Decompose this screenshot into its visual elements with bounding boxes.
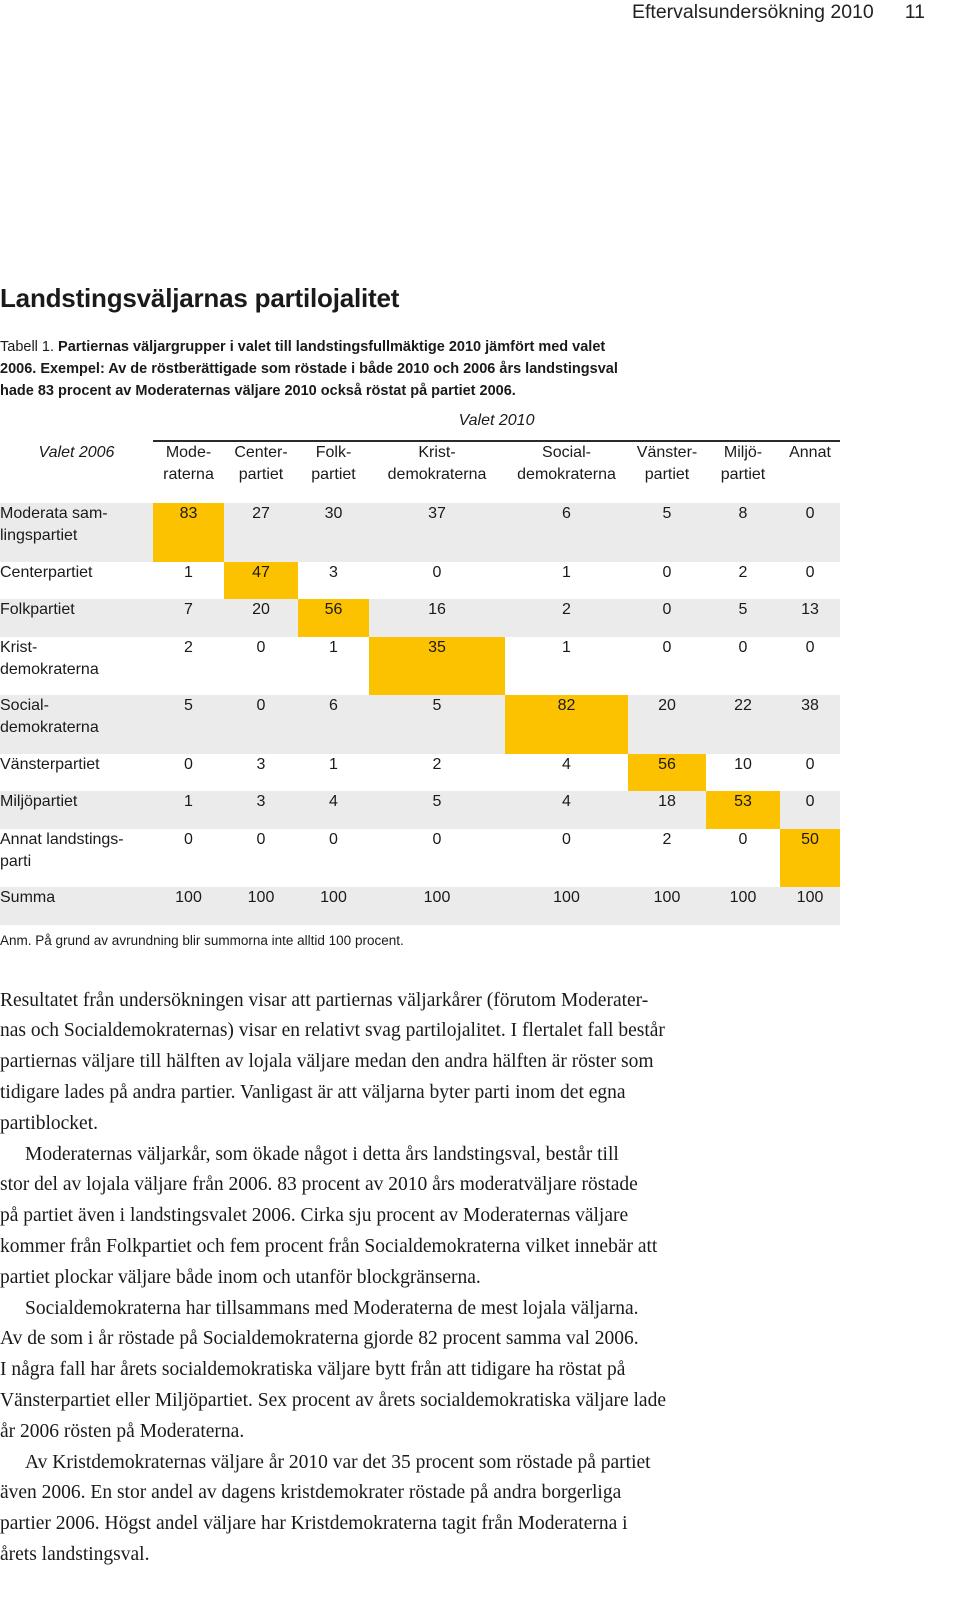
table-cell: 0 [562, 830, 571, 848]
column-header-line: Miljö- [723, 444, 763, 461]
table-cell: 6 [505, 503, 628, 562]
body-text [0, 986, 666, 1571]
table-cell: 3 [329, 563, 338, 581]
paragraph-line: partier 2006. Högst andel väljare har Kristdemokraterna tagit från Moderaterna i [0, 1513, 628, 1535]
paragraph-line: Av de som i år röstade på Socialdemokraterna gjorde 82 procent samma val 2006. [0, 1328, 639, 1350]
column-header-line: Vänster- [636, 444, 698, 461]
table-cell: 5 [628, 503, 706, 562]
caption-text: 2006. Exempel: Av de röstberättigade som röstade i både 2010 och 2006 års landstingsval [0, 361, 618, 377]
table-cell: 100 [505, 887, 628, 925]
table-row [0, 695, 840, 754]
table-cell: 100 [780, 887, 840, 925]
caption-line [0, 336, 618, 358]
table-cell: 16 [369, 599, 505, 637]
row-label-line: lingspartiet [0, 527, 78, 544]
table-cell: 2 [432, 755, 442, 773]
table-cell: 5 [153, 695, 224, 754]
paragraph [0, 1448, 666, 1571]
table-row [0, 829, 840, 888]
row-label-line: Annat landstings- [0, 830, 124, 848]
table-cell: 1 [562, 638, 571, 656]
section-title: Landstingsväljarnas partilojalitet [0, 283, 400, 313]
table-row [0, 791, 840, 829]
corner-cell [0, 410, 153, 442]
table-cell: 37 [369, 503, 505, 562]
column-header [505, 442, 628, 503]
caption-line [0, 358, 618, 380]
paragraph-line: även 2006. En stor andel av dagens kristdemokrater röstade på andra borgerliga [0, 1482, 622, 1504]
table-row [0, 503, 840, 562]
table-cell: 30 [298, 503, 369, 562]
row-label [0, 695, 153, 754]
table-row [0, 637, 840, 696]
table-cell: 0 [662, 563, 672, 581]
table-cell: 3 [256, 755, 266, 773]
row-label [0, 562, 153, 600]
table-cell: 100 [628, 887, 706, 925]
table-cell: 18 [628, 791, 706, 829]
table-cell: 3 [224, 791, 298, 829]
table-cell-highlighted: 35 [369, 637, 505, 696]
caption-line [0, 380, 618, 402]
paragraph [0, 1140, 666, 1294]
table-cell: 20 [628, 695, 706, 754]
table-cell: 2 [184, 638, 193, 656]
running-header [632, 0, 925, 24]
paragraph-line: I några fall har årets socialdemokratiska väljare bytt från att tidigare ha röstat på [0, 1359, 626, 1381]
paragraph-line: Resultatet från undersökningen visar att partiernas väljarkårer (förutom Moderater- [0, 989, 649, 1011]
table-cell: 22 [706, 695, 780, 754]
party-loyalty-table [0, 410, 840, 925]
table-cell: 20 [224, 599, 298, 637]
row-label-line: Centerpartiet [0, 563, 93, 581]
column-header-row [0, 442, 840, 503]
row-label [0, 829, 153, 888]
table-cell: 0 [184, 830, 193, 848]
column-header-line: Social- [542, 444, 591, 461]
paragraph-line: stor del av lojala väljare från 2006. 83 procent av 2010 års moderatväljare röstade [0, 1174, 638, 1196]
column-header-line: Center- [234, 444, 288, 461]
paragraph-line: Vänsterpartiet eller Miljöpartiet. Sex procent av årets socialdemokratiska väljare lade [0, 1389, 666, 1411]
column-header-line: partiet [311, 466, 356, 483]
table-cell: 0 [432, 830, 442, 848]
table-cell: 5 [706, 599, 780, 637]
column-header-line: demokraterna [387, 466, 487, 483]
row-label-line: Vänsterpartiet [0, 755, 100, 773]
column-header [298, 442, 369, 503]
table-cell: 4 [505, 791, 628, 829]
column-header [224, 442, 298, 503]
paragraph-line: årets landstingsval. [0, 1543, 150, 1565]
table-cell: 1 [153, 791, 224, 829]
paragraph-line: nas och Socialdemokraternas) visar en relativt svag partilojalitet. I flertalet fall består [0, 1020, 665, 1042]
paragraph [0, 986, 666, 1140]
column-header [369, 442, 505, 503]
table-cell: 13 [780, 599, 840, 637]
table-cell: 100 [153, 887, 224, 925]
table-cell: 0 [780, 503, 840, 562]
table-cell: 4 [298, 791, 369, 829]
row-label-line: parti [0, 852, 32, 870]
paragraph-line: Moderaternas väljarkår, som ökade något i detta års landstingsval, består till [25, 1143, 619, 1165]
row-label [0, 887, 153, 925]
page-number: 11 [904, 1, 925, 23]
table-cell: 0 [805, 638, 815, 656]
table-cell: 5 [369, 791, 505, 829]
table-cell: 1 [562, 563, 571, 581]
table-cell-highlighted: 56 [298, 599, 369, 637]
column-header-line: Annat [789, 444, 831, 461]
table-cell: 0 [256, 638, 266, 656]
table-caption [0, 336, 618, 402]
table-cell-highlighted: 56 [628, 754, 706, 792]
column-header-line: partiet [238, 466, 284, 483]
row-label-line: Summa [0, 889, 56, 906]
table-cell: 2 [505, 599, 628, 637]
caption-label: Tabell 1. [0, 339, 55, 355]
paragraph-line: Av Kristdemokraternas väljare år 2010 var det 35 procent som röstade på partiet [25, 1451, 651, 1473]
column-header [153, 442, 224, 503]
table-row [0, 754, 840, 792]
table-cell: 2 [738, 563, 748, 581]
row-label [0, 791, 153, 829]
column-header [628, 442, 706, 503]
table-cell: 0 [662, 638, 672, 656]
table-body [0, 503, 840, 925]
table-cell-highlighted: 82 [505, 695, 628, 754]
table-cell: 0 [329, 830, 338, 848]
table-cell: 2 [662, 830, 672, 848]
table-cell: 4 [562, 755, 571, 773]
paragraph-line: tidigare lades på andra partier. Vanligast är att väljarna byter parti inom det egna [0, 1081, 626, 1103]
caption-text: Partiernas väljargrupper i valet till landstingsfullmäktige 2010 jämfört med valet [58, 339, 606, 355]
column-header-line: Krist- [418, 444, 456, 461]
table-cell-highlighted: 50 [780, 829, 840, 888]
row-label-line: demokraterna [0, 660, 99, 678]
table-cell: 27 [224, 503, 298, 562]
row-label [0, 637, 153, 696]
publication-title: Eftervalsundersökning 2010 [632, 1, 874, 23]
paragraph-line: på partiet även i landstingsvalet 2006. Cirka sju procent av Moderaternas väljare [0, 1205, 629, 1227]
column-header-line: Mode- [165, 444, 212, 461]
column-group-row [0, 410, 840, 442]
table-cell: 38 [780, 695, 840, 754]
paragraph [0, 1294, 666, 1448]
table-cell-highlighted: 53 [706, 791, 780, 829]
table-cell: 0 [805, 563, 815, 581]
row-label [0, 754, 153, 792]
table-cell: 1 [329, 638, 338, 656]
row-label-line: Miljöpartiet [0, 793, 78, 810]
table-cell-highlighted: 47 [224, 562, 298, 600]
table-cell: 8 [706, 503, 780, 562]
row-label-line: Krist- [0, 638, 38, 656]
table-cell: 1 [329, 755, 338, 773]
table-cell: 0 [432, 563, 442, 581]
table-cell: 100 [706, 887, 780, 925]
column-header-line: Folk- [315, 444, 352, 461]
table-row [0, 887, 840, 925]
table-cell: 6 [298, 695, 369, 754]
table-cell: 100 [369, 887, 505, 925]
paragraph-line: Socialdemokraterna har tillsammans med Moderaterna de mest lojala väljarna. [25, 1297, 639, 1319]
row-label-line: Folkpartiet [0, 601, 75, 618]
row-label-line: demokraterna [0, 719, 99, 736]
row-label-line: Moderata sam- [0, 505, 108, 522]
table-note: Anm. På grund av avrundning blir summorna inte alltid 100 procent. [0, 933, 404, 948]
column-header-line: demokraterna [517, 466, 616, 483]
table-cell: 0 [738, 638, 748, 656]
table-cell: 7 [153, 599, 224, 637]
table-cell: 0 [224, 695, 298, 754]
row-group-label: Valet 2006 [38, 444, 115, 461]
table-cell: 0 [805, 755, 815, 773]
paragraph-line: partiet plockar väljare både inom och utanför blockgränserna. [0, 1266, 481, 1288]
table-row [0, 562, 840, 600]
row-label-line: Social- [0, 697, 49, 714]
table-cell: 5 [369, 695, 505, 754]
table-cell: 1 [184, 563, 193, 581]
table-cell: 0 [738, 830, 748, 848]
column-header [706, 442, 780, 503]
column-header [780, 442, 840, 503]
column-header-line: raterna [163, 466, 214, 483]
table-cell: 10 [734, 755, 752, 773]
paragraph-line: partiernas väljare till hälften av lojala väljare medan den andra hälften är röster som [0, 1051, 654, 1073]
row-label [0, 599, 153, 637]
table-cell-highlighted: 83 [153, 503, 224, 562]
paragraph-line: partiblocket. [0, 1112, 99, 1134]
caption-text: hade 83 procent av Moderaternas väljare 2010 också röstat på partiet 2006. [0, 383, 516, 399]
column-group-label: Valet 2010 [153, 410, 840, 442]
table-cell: 0 [780, 791, 840, 829]
table-row [0, 599, 840, 637]
column-header-line: partiet [644, 466, 690, 483]
table-cell: 0 [184, 755, 193, 773]
row-label [0, 503, 153, 562]
column-header-line: partiet [720, 466, 766, 483]
paragraph-line: år 2006 rösten på Moderaterna. [0, 1420, 245, 1442]
table-cell: 100 [224, 887, 298, 925]
table-cell: 0 [256, 830, 266, 848]
table-cell: 100 [298, 887, 369, 925]
table-cell: 0 [628, 599, 706, 637]
paragraph-line: kommer från Folkpartiet och fem procent från Socialdemokraterna vilket innebär att [0, 1235, 658, 1257]
